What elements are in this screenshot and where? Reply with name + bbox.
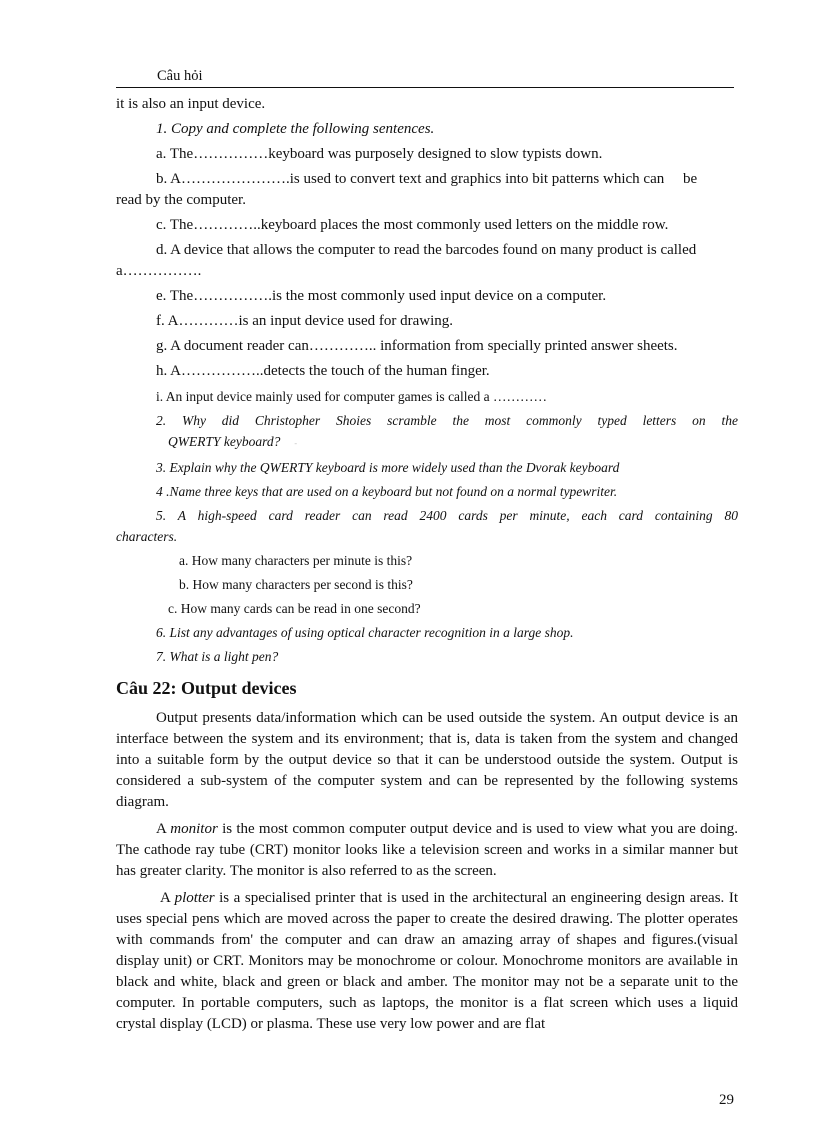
exercise-1-item-b-text: b. A………………….is used to convert text and graphics into bit patterns which can bbox=[156, 171, 665, 187]
paragraph-plotter-body: is a specialised printer that is used in the architectural an engineering design areas. It uses special pens which are moved across the paper to create the desired drawing. The plotter operates with commands from' the computer and can draw an amazing array of shapes and figures.(visual display unit) or CRT. Monitors may be monochrome or colour. Monochrome monitors are available in black and white, black and green or black and amber. The monitor may not be a separate unit to the computer. In portable computers, such as laptops, the monitor is a flat screen which uses a liquid crystal display (LCD) or plasma. These use very low power and are flat bbox=[116, 890, 738, 1032]
question-5-line-1: 5. A high-speed card reader can read 2400 cards per minute, each card containing 80 bbox=[156, 508, 738, 523]
question-4: 4 .Name three keys that are used on a keyboard but not found on a normal typewriter. bbox=[156, 484, 618, 499]
page-content bbox=[116, 94, 738, 1035]
exercise-1-item-a: a. The……………keyboard was purposely designed to slow typists down. bbox=[156, 146, 603, 162]
exercise-1-item-h: h. A……………..detects the touch of the human finger. bbox=[156, 363, 490, 379]
question-5-part-c: c. How many cards can be read in one second? bbox=[168, 601, 421, 616]
exercise-1-item-e: e. The…………….is the most commonly used input device on a computer. bbox=[156, 288, 607, 304]
paragraph-plotter-lead: A bbox=[160, 890, 171, 906]
header-divider bbox=[116, 87, 734, 88]
paragraph-monitor-lead: A bbox=[156, 821, 167, 837]
question-3: 3. Explain why the QWERTY keyboard is more widely used than the Dvorak keyboard bbox=[156, 460, 620, 475]
exercise-1-item-d-cont: a……………. bbox=[116, 263, 202, 279]
question-5-line-2: characters. bbox=[116, 529, 178, 544]
section-heading: Câu 22: Output devices bbox=[116, 678, 297, 698]
term-plotter: plotter bbox=[174, 890, 215, 906]
exercise-1-item-g: g. A document reader can………….. information from specially printed answer sheets. bbox=[156, 338, 678, 354]
paragraph-monitor-body: is the most common computer output device and is used to view what you are doing. The cathode ray tube (CRT) monitor looks like a television screen and works in a similar manner but has greater clarity. The monitor is also referred to as the screen. bbox=[116, 821, 738, 879]
question-2-line-2 bbox=[116, 431, 738, 454]
question-5-part-b: b. How many characters per second is this? bbox=[179, 577, 413, 592]
paragraph-plotter bbox=[116, 888, 738, 1035]
page-number: 29 bbox=[719, 1092, 734, 1108]
exercise-1-item-b-be: be bbox=[683, 171, 698, 187]
header-title: Câu hỏi bbox=[157, 68, 203, 84]
question-2-text-end: QWERTY keyboard? bbox=[168, 434, 281, 449]
question-2-mark: - bbox=[294, 439, 298, 448]
question-5-part-a: a. How many characters per minute is this? bbox=[179, 553, 413, 568]
exercise-1-item-d: d. A device that allows the computer to read the barcodes found on many product is called bbox=[156, 242, 697, 258]
question-2-line-1: 2. Why did Christopher Shoies scramble the most commonly typed letters on the bbox=[156, 413, 738, 428]
exercise-1-item-i: i. An input device mainly used for computer games is called a ………… bbox=[156, 389, 548, 404]
exercise-1-item-b-cont: read by the computer. bbox=[116, 192, 246, 208]
exercise-1-item-f: f. A…………is an input device used for drawing. bbox=[156, 313, 454, 329]
term-monitor: monitor bbox=[170, 821, 218, 837]
paragraph-monitor bbox=[116, 819, 738, 882]
paragraph-output: Output presents data/information which can be used outside the system. An output device is an interface between the system and its environment; that is, data is taken from the system and changed into a suitable form by the output device so that it can be understood outside the system. Output is considered a sub-system of the computer system and can be represented by the following systems diagram. bbox=[116, 710, 738, 810]
exercise-1-heading: 1. Copy and complete the following sentences. bbox=[156, 121, 435, 137]
question-6: 6. List any advantages of using optical character recognition in a large shop. bbox=[156, 625, 574, 640]
intro-line: it is also an input device. bbox=[116, 96, 266, 112]
question-7: 7. What is a light pen? bbox=[156, 649, 279, 664]
exercise-1-item-b bbox=[116, 169, 738, 190]
exercise-1-item-c: c. The…………..keyboard places the most commonly used letters on the middle row. bbox=[156, 217, 669, 233]
